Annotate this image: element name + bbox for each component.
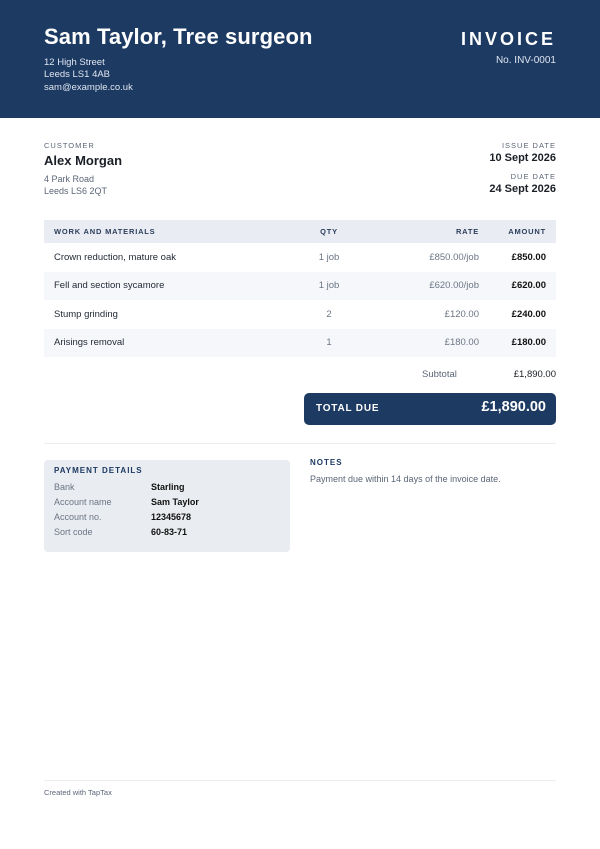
item-amount: £180.00 bbox=[511, 337, 546, 349]
payment-details-panel bbox=[44, 460, 290, 552]
customer-address-line1: 4 Park Road bbox=[44, 174, 95, 184]
payment-row-label: Account name bbox=[54, 497, 112, 507]
item-qty: 2 bbox=[326, 308, 332, 320]
customer-address-line2: Leeds LS6 2QT bbox=[44, 186, 108, 196]
payment-row-value: Starling bbox=[151, 482, 185, 492]
issue-date-label: ISSUE DATE bbox=[501, 141, 556, 150]
item-description: Fell and section sycamore bbox=[54, 280, 165, 292]
item-amount: £620.00 bbox=[511, 280, 546, 292]
section-divider bbox=[44, 443, 556, 444]
total-due-label: TOTAL DUE bbox=[316, 403, 380, 414]
total-due-value: £1,890.00 bbox=[481, 399, 546, 415]
item-amount: £240.00 bbox=[511, 308, 546, 320]
table-row bbox=[44, 329, 556, 358]
due-date: 24 Sept 2026 bbox=[489, 183, 556, 195]
due-date-label: DUE DATE bbox=[510, 172, 556, 181]
line-items-table bbox=[44, 220, 556, 357]
payment-row bbox=[54, 512, 284, 522]
header-qty: QTY bbox=[320, 227, 338, 236]
header-amount: AMOUNT bbox=[508, 227, 546, 236]
invoice-header bbox=[0, 0, 600, 118]
payment-row bbox=[54, 527, 284, 537]
footer-credit: Created with TapTax bbox=[44, 788, 112, 797]
item-qty: 1 job bbox=[318, 280, 340, 292]
item-rate: £120.00 bbox=[444, 308, 479, 320]
customer-label: CUSTOMER bbox=[44, 141, 95, 150]
business-name: Sam Taylor, Tree surgeon bbox=[44, 24, 313, 49]
item-description: Arisings removal bbox=[54, 337, 125, 349]
payment-row-label: Sort code bbox=[54, 527, 93, 537]
payment-row-value: Sam Taylor bbox=[151, 497, 199, 507]
subtotal-label: Subtotal bbox=[422, 369, 457, 380]
total-due-box bbox=[304, 393, 556, 425]
header-rate: RATE bbox=[455, 227, 479, 236]
payment-row-label: Account no. bbox=[54, 512, 102, 522]
payment-row-label: Bank bbox=[54, 482, 75, 492]
table-row bbox=[44, 272, 556, 301]
invoice-number: No. INV-0001 bbox=[495, 55, 556, 66]
table-header bbox=[44, 220, 556, 243]
payment-details-title: PAYMENT DETAILS bbox=[54, 466, 143, 475]
item-rate: £180.00 bbox=[444, 337, 479, 349]
item-rate: £620.00/job bbox=[429, 280, 479, 292]
notes-title: NOTES bbox=[310, 458, 343, 467]
payment-row-value: 60-83-71 bbox=[151, 527, 188, 537]
footer-divider bbox=[44, 780, 556, 781]
item-description: Crown reduction, mature oak bbox=[54, 251, 176, 263]
item-description: Stump grinding bbox=[54, 308, 118, 320]
table-row bbox=[44, 300, 556, 329]
customer-name: Alex Morgan bbox=[44, 153, 123, 168]
payment-row bbox=[54, 482, 284, 492]
subtotal-value: £1,890.00 bbox=[513, 369, 556, 380]
business-address-line1: 12 High Street bbox=[44, 57, 105, 68]
table-row bbox=[44, 243, 556, 272]
item-qty: 1 bbox=[326, 337, 332, 349]
invoice-title: INVOICE bbox=[460, 29, 556, 49]
business-email: sam@example.co.uk bbox=[44, 82, 133, 93]
item-qty: 1 job bbox=[318, 251, 340, 263]
business-address-line2: Leeds LS1 4AB bbox=[44, 69, 111, 80]
item-amount: £850.00 bbox=[511, 251, 546, 263]
header-description: WORK AND MATERIALS bbox=[54, 227, 156, 236]
notes-text: Payment due within 14 days of the invoice date. bbox=[310, 474, 501, 484]
payment-row bbox=[54, 497, 284, 507]
issue-date: 10 Sept 2026 bbox=[489, 152, 556, 164]
item-rate: £850.00/job bbox=[429, 251, 479, 263]
payment-row-value: 12345678 bbox=[151, 512, 192, 522]
